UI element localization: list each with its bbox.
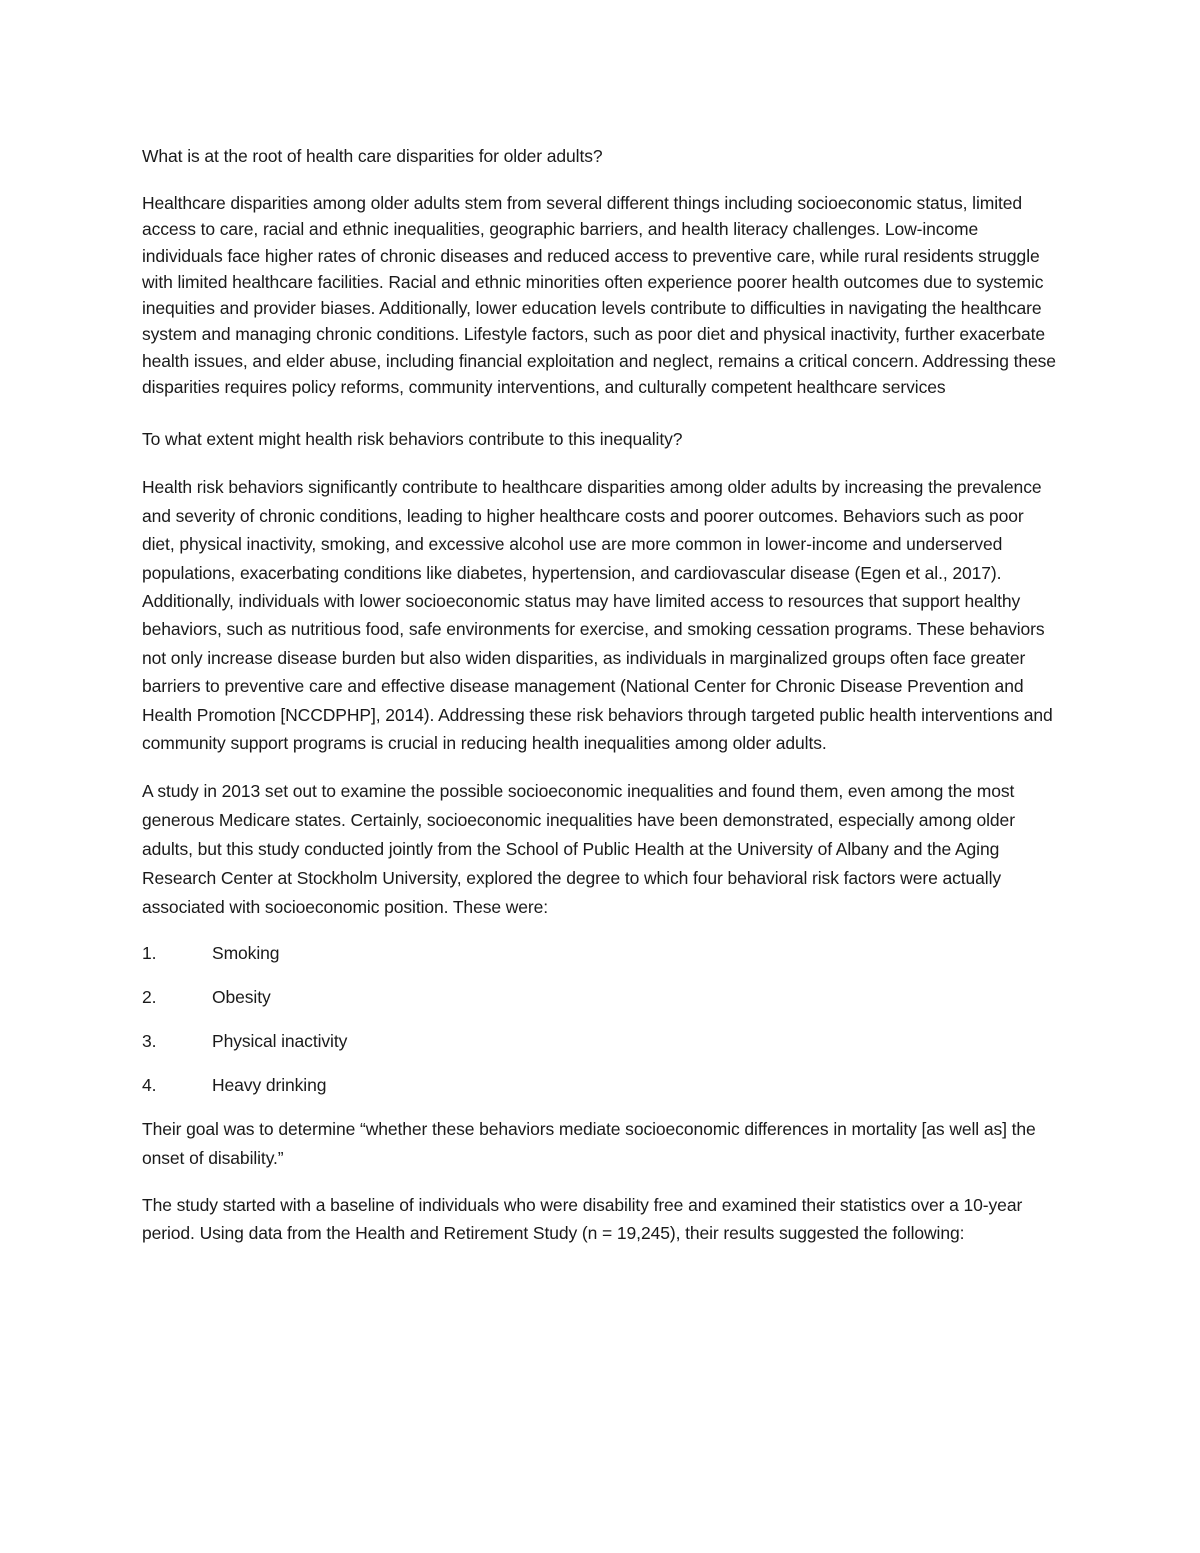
list-item-label: Smoking <box>212 943 280 964</box>
list-item-label: Heavy drinking <box>212 1075 327 1096</box>
list-item-number: 2. <box>142 987 157 1008</box>
question-root-disparities: What is at the root of health care disparities for older adults? <box>142 146 603 166</box>
goal-paragraph: Their goal was to determine “whether these behaviors mediate socioeconomic differences in mortality [as well as] the onset of disability.” <box>142 1119 1036 1169</box>
results-paragraph: The study started with a baseline of individuals who were disability free and examined their statistics over a 10-year period. Using data from the Health and Retirement Study (n = 19,245), their results suggested the following: <box>142 1194 1023 1244</box>
question-risk-behaviors: To what extent might health risk behaviors contribute to this inequality? <box>142 429 683 450</box>
list-item <box>142 983 1060 1011</box>
list-item <box>142 1071 1060 1099</box>
list-item <box>142 1027 1060 1055</box>
answer-risk-behaviors: Health risk behaviors significantly contribute to healthcare disparities among older adults by increasing the prevalence and severity of chronic conditions, leading to higher healthcare costs and poorer outcomes. Behaviors such as poor diet, physical inactivity, smoking, and excessive alcohol use are more common in lower-income and underserved populations, exacerbating conditions like diabetes, hypertension, and cardiovascular disease (Egen et al., 2017). Additionally, individuals with lower socioeconomic status may have limited access to resources that support healthy behaviors, such as nutritious food, safe environments for exercise, and smoking cessation programs. These behaviors not only increase disease burden but also widen disparities, as individuals in marginalized groups often face greater barriers to preventive care and effective disease management (National Center for Chronic Disease Prevention and Health Promotion [NCCDPHP], 2014). Addressing these risk behaviors through targeted public health interventions and community support programs is crucial in reducing health inequalities among older adults. <box>142 477 1053 754</box>
risk-factor-list <box>142 939 1060 1099</box>
list-item-number: 1. <box>142 943 157 964</box>
answer-root-disparities: Healthcare disparities among older adults stem from several different things including socioeconomic status, limited access to care, racial and ethnic inequalities, geographic barriers, and health literacy challenges. Low-income individuals face higher rates of chronic diseases and reduced access to preventive care, while rural residents struggle with limited healthcare facilities. Racial and ethnic minorities often experience poorer health outcomes due to systemic inequities and provider biases. Additionally, lower education levels contribute to difficulties in navigating the healthcare system and managing chronic conditions. Lifestyle factors, such as poor diet and physical inactivity, further exacerbate health issues, and elder abuse, including financial exploitation and neglect, remains a critical concern. Addressing these disparities requires policy reforms, community interventions, and culturally competent healthcare services <box>142 193 1056 398</box>
list-item-label: Obesity <box>212 987 271 1008</box>
list-item-label: Physical inactivity <box>212 1031 348 1052</box>
document-body <box>142 143 1060 1248</box>
list-item <box>142 939 1060 967</box>
list-item-number: 3. <box>142 1031 157 1052</box>
study-paragraph: A study in 2013 set out to examine the possible socioeconomic inequalities and found them, even among the most generous Medicare states. Certainly, socioeconomic inequalities have been demonstrated, especially among older adults, but this study conducted jointly from the School of Public Health at the University of Albany and the Aging Research Center at Stockholm University, explored the degree to which four behavioral risk factors were actually associated with socioeconomic position. These were: <box>142 781 1015 917</box>
list-item-number: 4. <box>142 1075 157 1096</box>
